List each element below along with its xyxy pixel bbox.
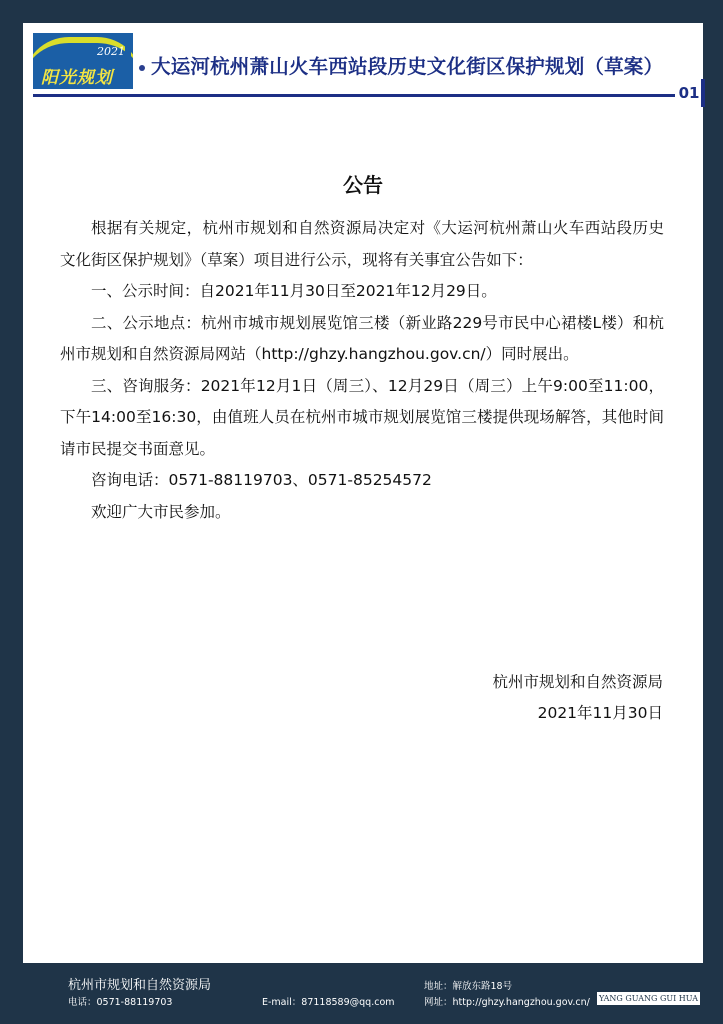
- notice-title: 公告: [343, 173, 383, 197]
- announcement-period: 一、公示时间：自2021年11月30日至2021年12月29日。: [91, 282, 497, 300]
- closing-line: 欢迎广大市民参加。: [91, 502, 231, 521]
- logo-accent-bar: [125, 39, 131, 89]
- announcement-location: 二、公示地点：杭州市城市规划展览馆三楼（新业路229号市民中心裙楼L楼）和杭州市规划和自然资源局网站（http://ghzy.hangzhou.gov.cn/）同时展出。: [60, 313, 664, 363]
- document-title: 大运河杭州萧山火车西站段历史文化街区保护规划（草案）: [151, 55, 664, 78]
- sunshine-planning-logo: [33, 33, 133, 89]
- footer-org: 杭州市规划和自然资源局: [68, 978, 212, 993]
- consultation-phone: 咨询电话：0571-88119703、0571-85254572: [91, 471, 432, 489]
- page-number-bar: [701, 79, 705, 107]
- consultation-service: 三、咨询服务：2021年12月1日（周三）、12月29日（周三）上午9:00至11:00，下午14:00至16:30，由值班人员在杭州市城市规划展览馆三楼提供现场解答，其他时间请市民提交书面意见。: [60, 376, 664, 458]
- logo-dot: [139, 65, 145, 71]
- signature-block: [492, 667, 663, 729]
- logo-text: 阳光规划: [41, 68, 113, 88]
- notice-body: [60, 213, 664, 528]
- footer-email: E-mail：87118589@qq.com: [262, 997, 395, 1008]
- footer-address: 地址：解放东路18号: [424, 981, 513, 992]
- signature-org: 杭州市规划和自然资源局: [492, 673, 663, 691]
- footer-brand: YANG GUANG GUI HUA: [598, 994, 699, 1003]
- header-divider: [33, 94, 675, 97]
- footer: [0, 963, 723, 1024]
- document-page: [23, 23, 703, 963]
- signature-date: 2021年11月30日: [537, 704, 663, 722]
- intro-paragraph: 根据有关规定，杭州市规划和自然资源局决定对《大运河杭州萧山火车西站段历史文化街区保护规划》（草案）项目进行公示，现将有关事宜公告如下：: [60, 219, 664, 269]
- page-number: 01: [678, 84, 700, 102]
- logo-year: 2021: [97, 45, 125, 58]
- footer-tel: 电话：0571-88119703: [68, 997, 173, 1008]
- footer-website: 网址：http://ghzy.hangzhou.gov.cn/: [424, 997, 590, 1008]
